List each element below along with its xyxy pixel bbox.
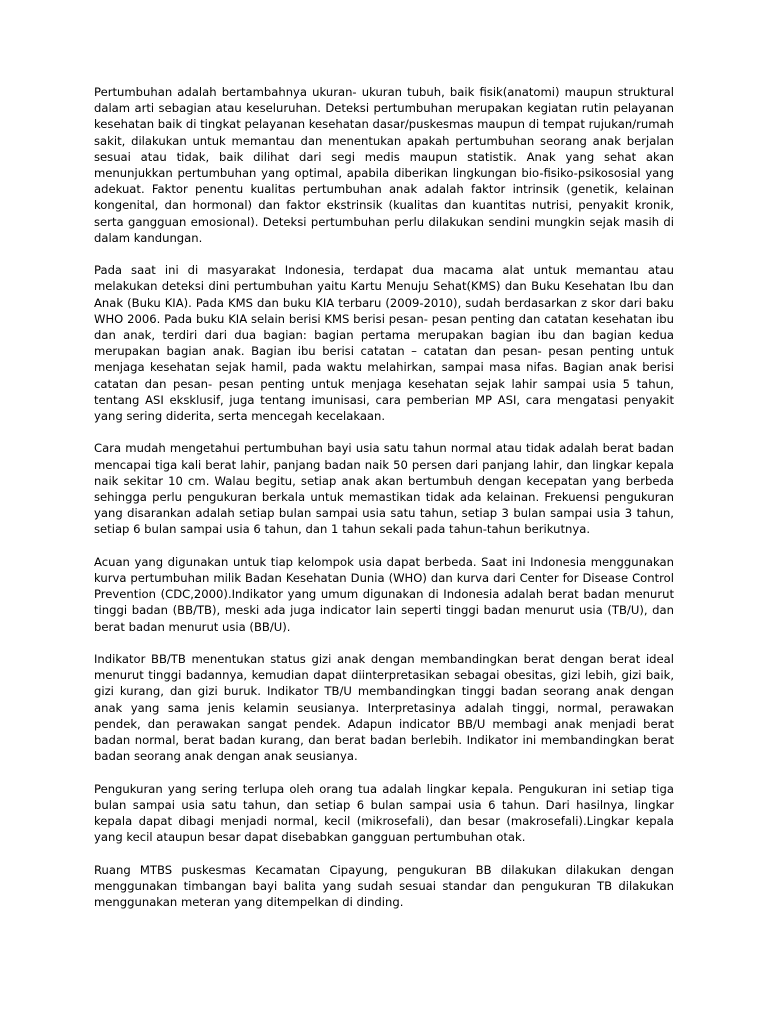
paragraph-growth-criteria: Cara mudah mengetahui pertumbuhan bayi usia satu tahun normal atau tidak adalah berat badan mencapai tiga kali berat lahir, panjang badan naik 50 persen dari panjang lahir, dan lingkar kepala naik sekitar 10 cm. Walau begitu, setiap anak akan bertumbuh dengan kecepatan yang berbeda sehingga perlu pengukuran berkala untuk memastikan tidak ada kelainan. Frekuensi pengukuran yang disarankan adalah setiap bulan sampai usia satu tahun, setiap 3 bulan sampai usia 3 tahun, setiap 6 bulan sampai usia 6 tahun, dan 1 tahun sekali pada tahun-tahun berikutnya.: [94, 441, 674, 537]
paragraph-indicators: Indikator BB/TB menentukan status gizi anak dengan membandingkan berat dengan berat ideal menurut tinggi badannya, kemudian dapat diinterpretasikan sebagai obesitas, gizi lebih, gizi baik, gizi kurang, dan gizi buruk. Indikator TB/U membandingkan tinggi badan seorang anak dengan anak yang sama jenis kelamin seusianya. Interpretasinya adalah tinggi, normal, perawakan pendek, dan perawakan sangat pendek. Adapun indicator BB/U membagi anak menjadi berat badan normal, berat badan kurang, dan berat badan berlebih. Indikator ini membandingkan berat badan seorang anak dengan anak seusianya.: [94, 652, 674, 764]
document-page: [94, 84, 674, 926]
paragraph-pertumbuhan-definition: Pertumbuhan adalah bertambahnya ukuran- ukuran tubuh, baik fisik(anatomi) maupun struktural dalam arti sebagian atau keseluruhan. Deteksi pertumbuhan merupakan kegiatan rutin pelayanan kesehatan baik di tingkat pelayanan kesehatan dasar/puskesmas maupun di tempat rujukan/rumah sakit, dilakukan untuk memantau dan menentukan apakah pertumbuhan seorang anak berjalan sesuai atau tidak, baik dilihat dari segi medis maupun statistik. Anak yang sehat akan menunjukkan pertumbuhan yang optimal, apabila diberikan lingkungan bio-fisiko-psikososial yang adekuat. Faktor penentu kualitas pertumbuhan anak adalah faktor intrinsik (genetik, kelainan kongenital, dan hormonal) dan faktor ekstrinsik (kualitas dan kuantitas nutrisi, penyakit kronik, serta gangguan emosional). Deteksi pertumbuhan perlu dilakukan sendini mungkin sejak masih di dalam kandungan.: [94, 85, 674, 245]
paragraph-growth-reference: Acuan yang digunakan untuk tiap kelompok usia dapat berbeda. Saat ini Indonesia menggunakan kurva pertumbuhan milik Badan Kesehatan Dunia (WHO) dan kurva dari Center for Disease Control Prevention (CDC,2000).Indikator yang umum digunakan di Indonesia adalah berat badan menurut tinggi badan (BB/TB), meski ada juga indicator lain seperti tinggi badan menurut usia (TB/U), dan berat badan menurut usia (BB/U).: [94, 554, 674, 634]
paragraph-mtbs-room: Ruang MTBS puskesmas Kecamatan Cipayung, pengukuran BB dilakukan dilakukan dengan menggunakan timbangan bayi balita yang sudah sesuai standar dan pengukuran TB dilakukan menggunakan meteran yang ditempelkan di dinding.: [94, 862, 674, 910]
paragraph-kms-kia: Pada saat ini di masyarakat Indonesia, terdapat dua macama alat untuk memantau atau melakukan deteksi dini pertumbuhan yaitu Kartu Menuju Sehat(KMS) dan Buku Kesehatan Ibu dan Anak (Buku KIA). Pada KMS dan buku KIA terbaru (2009-2010), sudah berdasarkan z skor dari baku WHO 2006. Pada buku KIA selain berisi KMS berisi pesan- pesan penting dan catatan kesehatan ibu dan anak, terdiri dari dua bagian: bagian pertama merupakan bagian ibu dan bagian kedua merupakan bagian anak. Bagian ibu berisi catatan – catatan dan pesan- pesan penting untuk menjaga kesehatan sejak hamil, pada waktu melahirkan, sampai masa nifas. Bagian anak berisi catatan dan pesan- pesan penting untuk menjaga kesehatan sejak lahir sampai usia 5 tahun, tentang ASI eksklusif, juga tentang imunisasi, cara pemberian MP ASI, cara mengatasi penyakit yang sering diderita, serta mencegah kecelakaan.: [94, 263, 674, 424]
paragraph-head-circumference: Pengukuran yang sering terlupa oleh orang tua adalah lingkar kepala. Pengukuran ini setiap tiga bulan sampai usia satu tahun, dan setiap 6 bulan sampai usia 6 tahun. Dari hasilnya, lingkar kepala dapat dibagi menjadi normal, kecil (mikrosefali), dan besar (makrosefali).Lingkar kepala yang kecil ataupun besar dapat disebabkan gangguan pertumbuhan otak.: [94, 781, 674, 845]
